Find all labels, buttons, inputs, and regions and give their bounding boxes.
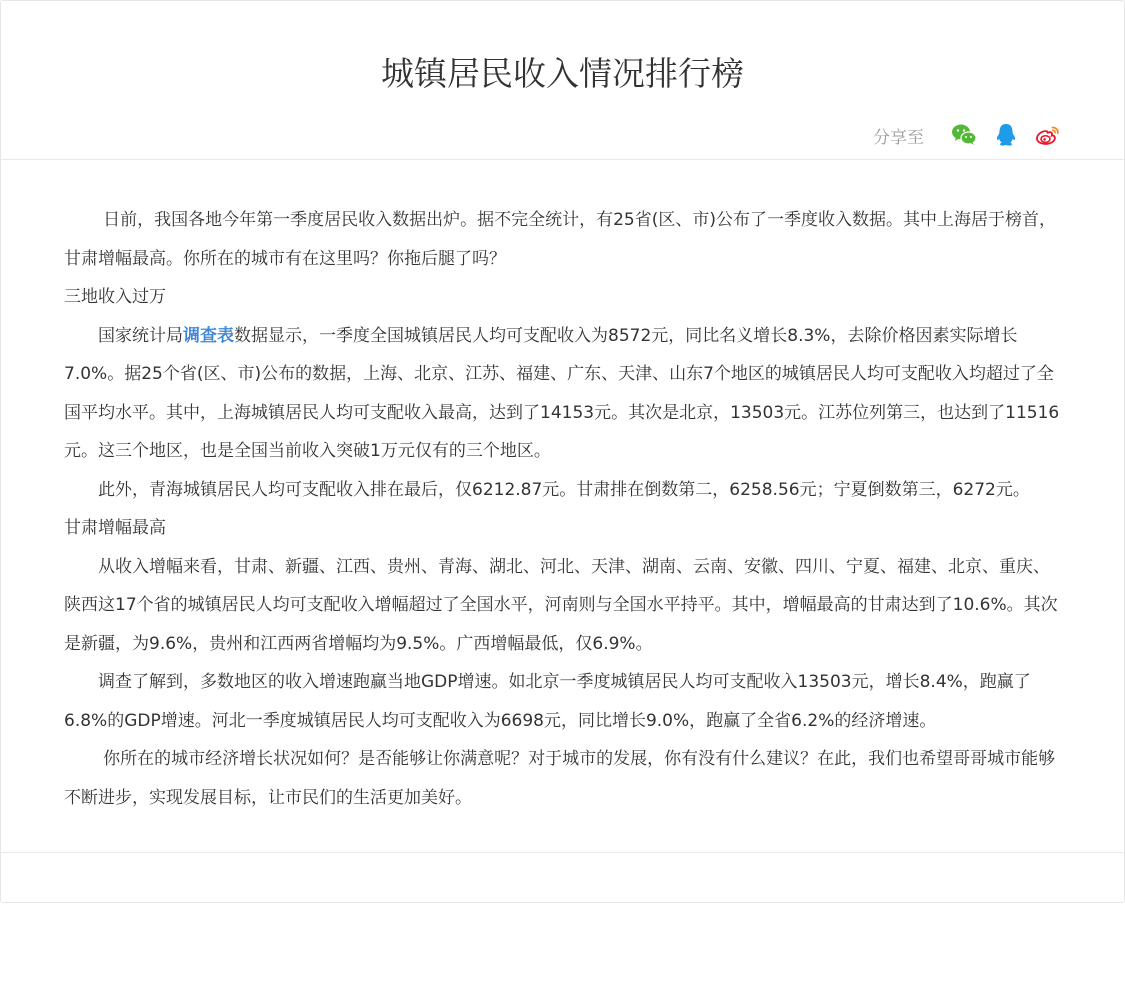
wechat-icon[interactable] [950,121,978,149]
weibo-icon[interactable] [1034,121,1062,149]
lowest-income-paragraph: 此外，青海城镇居民人均可支配收入排在最后，仅6212.87元。甘肃排在倒数第二，6258.56元；宁夏倒数第三，6272元。 [98,479,1030,500]
section-heading-growth: 甘肃增幅最高 [64,518,166,538]
growth-paragraph: 从收入增幅来看，甘肃、新疆、江西、贵州、青海、湖北、河北、天津、湖南、云南、安徽、四川、宁夏、福建、北京、重庆、陕西这17个省的城镇居民人均可支配收入增幅超过了全国水平，河南则与全国水平持平。其中，增幅最高的甘肃达到了10.6%。其次是新疆，为9.6%，贵州和江西两省增幅均为9.5%。广西增幅最低，仅6.9%。 [64,556,1058,654]
share-label: 分享至 [873,127,924,148]
stats-paragraph-lead: 国家统计局 [98,325,183,346]
article-header [1,1,1124,160]
article-footer [1,852,1124,903]
survey-link[interactable]: 调查表 [183,325,234,346]
stats-paragraph-rest: 数据显示，一季度全国城镇居民人均可支配收入为8572元，同比名义增长8.3%，去除价格因素实际增长7.0%。据25个省(区、市)公布的数据，上海、北京、江苏、福建、广东、天津、山东7个地区的城镇居民人均可支配收入均超过了全国平均水平。其中，上海城镇居民人均可支配收入最高，达到了14153元。其次是北京，13503元。江苏位列第三，也达到了11516元。这三个地区，也是全国当前收入突破1万元仅有的三个地区。 [64,325,1060,461]
qq-icon[interactable] [992,121,1020,149]
article-body [64,201,1064,817]
section-heading-income: 三地收入过万 [64,287,166,307]
share-bar [873,121,1062,149]
page-title: 城镇居民收入情况排行榜 [381,54,744,93]
intro-paragraph: 日前，我国各地今年第一季度居民收入数据出炉。据不完全统计，有25省(区、市)公布了一季度收入数据。其中上海居于榜首，甘肃增幅最高。你所在的城市有在这里吗？你拖后腿了吗？ [64,210,1056,269]
closing-paragraph: 你所在的城市经济增长状况如何？是否能够让你满意呢？对于城市的发展，你有没有什么建议？在此，我们也希望哥哥城市能够不断进步，实现发展目标，让市民们的生活更加美好。 [64,749,1056,808]
stats-paragraph [64,317,1064,471]
gdp-paragraph: 调查了解到，多数地区的收入增速跑赢当地GDP增速。如北京一季度城镇居民人均可支配收入13503元，增长8.4%，跑赢了6.8%的GDP增速。河北一季度城镇居民人均可支配收入为6698元，同比增长9.0%，跑赢了全省6.2%的经济增速。 [64,672,1031,731]
